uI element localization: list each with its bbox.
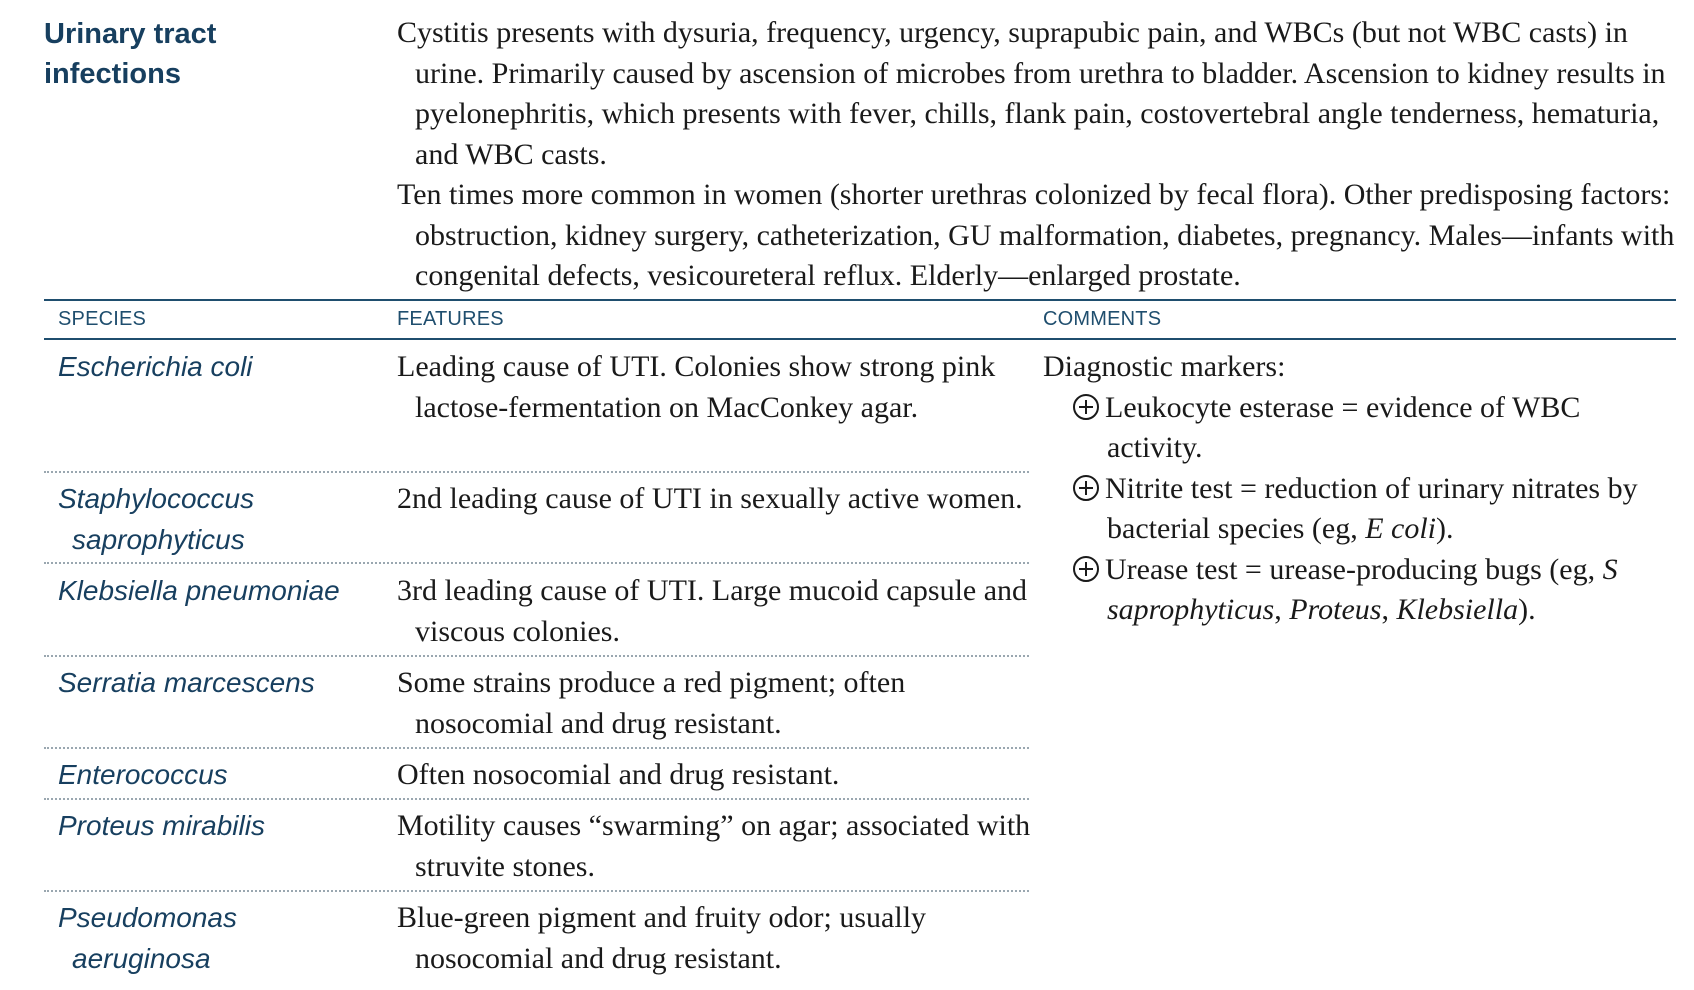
intro-text bbox=[397, 13, 1687, 297]
comments-column bbox=[1043, 347, 1683, 631]
species-name bbox=[58, 806, 378, 847]
comments-lead: Diagnostic markers: bbox=[1043, 350, 1286, 383]
species-name bbox=[58, 898, 378, 979]
header-features: FEATURES bbox=[397, 308, 504, 330]
species-features: Motility causes “swarming” on agar; associated with struvite stones. bbox=[397, 809, 1031, 883]
species-name bbox=[58, 755, 378, 796]
species-features: 3rd leading cause of UTI. Large mucoid capsule and viscous colonies. bbox=[397, 574, 1028, 648]
table-row bbox=[44, 663, 1029, 749]
species-line1: Serratia marcescens bbox=[58, 667, 315, 698]
species-line1: Staphylococcus bbox=[58, 483, 255, 514]
species-features: 2nd leading cause of UTI in sexually active women. bbox=[397, 482, 1023, 515]
table-row bbox=[44, 806, 1029, 892]
table-row bbox=[44, 479, 1029, 564]
circled-plus-icon bbox=[1073, 556, 1099, 582]
species-line2: saprophyticus bbox=[72, 523, 245, 555]
species-line1: Proteus mirabilis bbox=[58, 810, 265, 841]
species-features: Blue-green pigment and fruity odor; usually nosocomial and drug resistant. bbox=[397, 901, 927, 975]
species-line1: Escherichia coli bbox=[58, 351, 253, 382]
species-name bbox=[58, 347, 378, 388]
marker-nitrite-test bbox=[1043, 469, 1683, 550]
marker-text-sep: , bbox=[1274, 593, 1290, 626]
species-line1: Enterococcus bbox=[58, 759, 228, 790]
intro-paragraph-2: Ten times more common in women (shorter urethras colonized by fecal flora). Other predisposing factors: obstruction, kidney surgery, catheterization, GU malformation, diabetes, pregnancy. Males—infants with congenital defects, vesicoureteral reflux. Elderly—enlarged prostate. bbox=[397, 178, 1675, 292]
marker-leukocyte-esterase bbox=[1043, 388, 1683, 469]
circled-plus-icon bbox=[1073, 394, 1099, 420]
species-features: Leading cause of UTI. Colonies show strong pink lactose-fermentation on MacConkey agar. bbox=[397, 350, 996, 424]
intro-paragraph-1: Cystitis presents with dysuria, frequency, urgency, suprapubic pain, and WBCs (but not WBC casts) in urine. Primarily caused by ascension of microbes from urethra to bladder. Ascension to kidney results in pyelonephritis, which presents with fever, chills, flank pain, costovertebral angle tenderness, hematuria, and WBC casts. bbox=[397, 16, 1666, 171]
marker-text-sep: , bbox=[1381, 593, 1397, 626]
species-line1: Pseudomonas bbox=[58, 902, 238, 933]
marker-text: Leukocyte esterase = evidence of WBC activity. bbox=[1105, 390, 1581, 464]
marker-text-pre: Urease test = urease-producing bugs (eg, bbox=[1105, 552, 1603, 586]
table-row bbox=[44, 571, 1029, 657]
marker-text-post: ). bbox=[1518, 593, 1536, 626]
species-line1: Klebsiella pneumoniae bbox=[58, 575, 340, 606]
marker-text-post: ). bbox=[1436, 512, 1454, 545]
species-name bbox=[58, 479, 378, 560]
section-title-line1: Urinary tract bbox=[44, 18, 217, 50]
circled-plus-icon bbox=[1073, 475, 1099, 501]
table-row bbox=[44, 347, 1029, 473]
section-title-line2: infections bbox=[44, 58, 181, 90]
table-top-rule bbox=[44, 299, 1676, 301]
section-title bbox=[44, 14, 364, 94]
species-features: Often nosocomial and drug resistant. bbox=[397, 758, 840, 791]
table-row bbox=[44, 898, 1029, 984]
species-features: Some strains produce a red pigment; often nosocomial and drug resistant. bbox=[397, 666, 906, 740]
marker-urease-test bbox=[1043, 550, 1683, 631]
header-species: SPECIES bbox=[58, 308, 147, 330]
marker-text-italic: S saprophyticus bbox=[1107, 552, 1618, 626]
species-name bbox=[58, 663, 378, 704]
species-line2: aeruginosa bbox=[72, 942, 211, 974]
header-comments: COMMENTS bbox=[1043, 308, 1162, 330]
marker-text-italic: Klebsiella bbox=[1396, 593, 1519, 626]
species-name bbox=[58, 571, 378, 612]
marker-text-italic: E coli bbox=[1365, 512, 1437, 545]
table-header-rule bbox=[44, 338, 1676, 340]
marker-text-italic: Proteus bbox=[1289, 593, 1382, 626]
marker-text-pre: Nitrite test = reduction of urinary nitrates by bacterial species (eg, bbox=[1105, 471, 1638, 545]
table-row bbox=[44, 755, 1029, 800]
